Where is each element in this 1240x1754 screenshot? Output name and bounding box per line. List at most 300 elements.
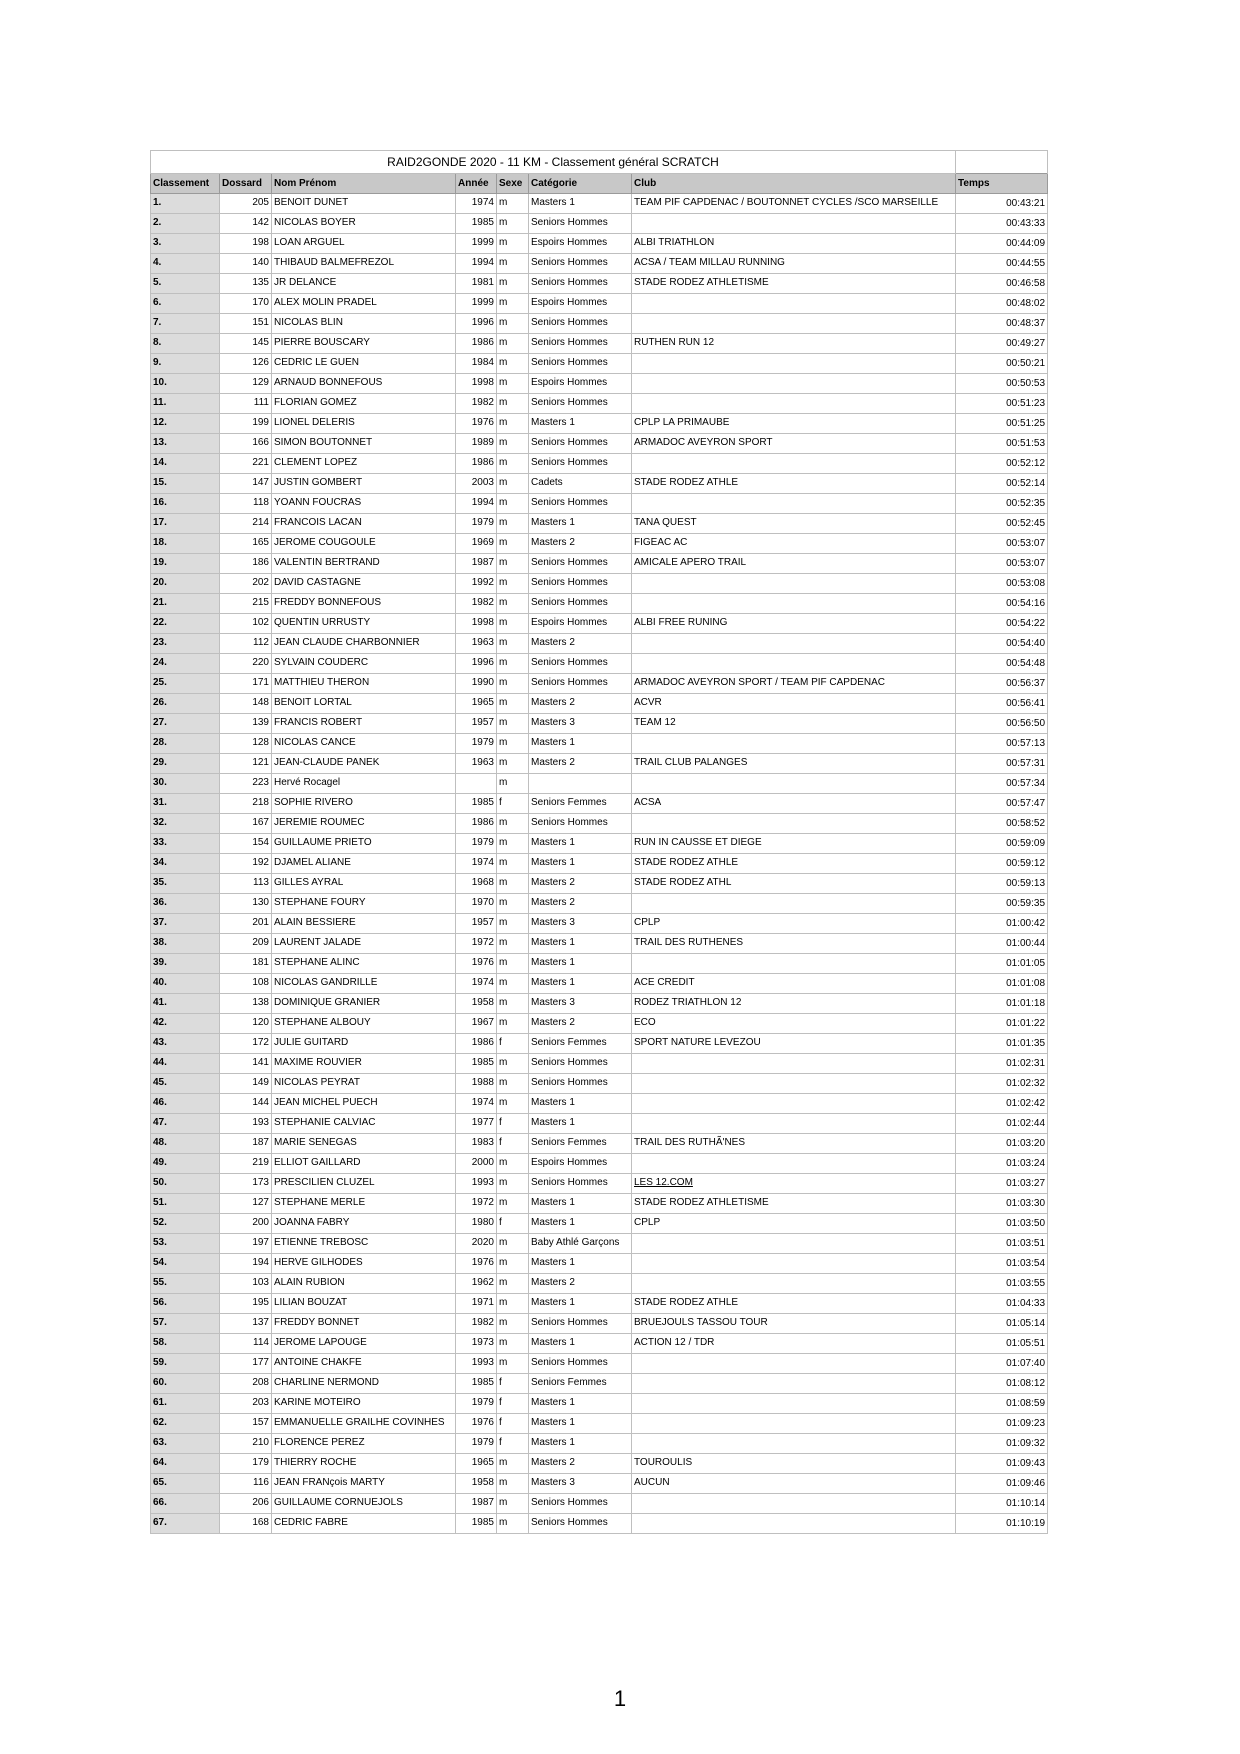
rank-cell: 15. <box>151 474 220 494</box>
rank-cell: 25. <box>151 674 220 694</box>
category-cell: Masters 1 <box>529 514 632 534</box>
time-cell: 01:03:51 <box>956 1234 1048 1254</box>
sex-cell: m <box>497 274 529 294</box>
time-cell: 01:03:20 <box>956 1134 1048 1154</box>
year-cell: 1979 <box>456 834 497 854</box>
time-cell: 01:00:42 <box>956 914 1048 934</box>
bib-cell: 168 <box>220 1514 272 1534</box>
bib-cell: 215 <box>220 594 272 614</box>
club-cell <box>632 574 956 594</box>
bib-cell: 140 <box>220 254 272 274</box>
time-cell: 01:02:42 <box>956 1094 1048 1114</box>
time-cell: 00:46:58 <box>956 274 1048 294</box>
table-row <box>151 1134 1048 1154</box>
name-cell: CEDRIC FABRE <box>272 1514 456 1534</box>
table-row <box>151 194 1048 214</box>
bib-cell: 118 <box>220 494 272 514</box>
category-cell: Masters 1 <box>529 1114 632 1134</box>
bib-cell: 166 <box>220 434 272 454</box>
category-cell: Seniors Hommes <box>529 1074 632 1094</box>
bib-cell: 127 <box>220 1194 272 1214</box>
title-row <box>151 151 1048 174</box>
bib-cell: 187 <box>220 1134 272 1154</box>
time-cell: 00:59:12 <box>956 854 1048 874</box>
name-cell: FRANCIS ROBERT <box>272 714 456 734</box>
name-cell: DAVID CASTAGNE <box>272 574 456 594</box>
sex-cell: m <box>497 434 529 454</box>
time-cell: 01:03:27 <box>956 1174 1048 1194</box>
header-temps: Temps <box>956 174 1048 194</box>
bib-cell: 113 <box>220 874 272 894</box>
bib-cell: 201 <box>220 914 272 934</box>
bib-cell: 186 <box>220 554 272 574</box>
club-cell <box>632 634 956 654</box>
category-cell: Seniors Hommes <box>529 434 632 454</box>
rank-cell: 8. <box>151 334 220 354</box>
year-cell: 1976 <box>456 954 497 974</box>
rank-cell: 63. <box>151 1434 220 1454</box>
club-cell <box>632 354 956 374</box>
time-cell: 01:03:30 <box>956 1194 1048 1214</box>
year-cell: 1972 <box>456 1194 497 1214</box>
table-row <box>151 1074 1048 1094</box>
category-cell: Masters 1 <box>529 934 632 954</box>
club-cell <box>632 374 956 394</box>
name-cell: LILIAN BOUZAT <box>272 1294 456 1314</box>
time-cell: 01:03:55 <box>956 1274 1048 1294</box>
year-cell: 1985 <box>456 794 497 814</box>
sex-cell: m <box>497 314 529 334</box>
table-row <box>151 1214 1048 1234</box>
name-cell: Hervé Rocagel <box>272 774 456 794</box>
bib-cell: 126 <box>220 354 272 374</box>
rank-cell: 62. <box>151 1414 220 1434</box>
bib-cell: 219 <box>220 1154 272 1174</box>
rank-cell: 38. <box>151 934 220 954</box>
bib-cell: 167 <box>220 814 272 834</box>
category-cell: Seniors Hommes <box>529 314 632 334</box>
rank-cell: 22. <box>151 614 220 634</box>
time-cell: 01:03:24 <box>956 1154 1048 1174</box>
year-cell: 1973 <box>456 1334 497 1354</box>
bib-cell: 121 <box>220 754 272 774</box>
table-row <box>151 1174 1048 1194</box>
club-cell: ACTION 12 / TDR <box>632 1334 956 1354</box>
year-cell: 1984 <box>456 354 497 374</box>
sex-cell: m <box>497 194 529 214</box>
name-cell: ALAIN RUBION <box>272 1274 456 1294</box>
name-cell: HERVE GILHODES <box>272 1254 456 1274</box>
year-cell: 1963 <box>456 634 497 654</box>
time-cell: 01:10:14 <box>956 1494 1048 1514</box>
category-cell: Seniors Hommes <box>529 574 632 594</box>
sex-cell: f <box>497 1034 529 1054</box>
sex-cell: m <box>497 954 529 974</box>
sex-cell: f <box>497 1434 529 1454</box>
rank-cell: 36. <box>151 894 220 914</box>
year-cell: 1994 <box>456 254 497 274</box>
club-cell: ARMADOC AVEYRON SPORT / TEAM PIF CAPDENAC <box>632 674 956 694</box>
category-cell: Seniors Hommes <box>529 1514 632 1534</box>
club-cell <box>632 1094 956 1114</box>
category-cell: Seniors Hommes <box>529 394 632 414</box>
table-row <box>151 994 1048 1014</box>
club-cell <box>632 294 956 314</box>
sex-cell: m <box>497 1514 529 1534</box>
club-cell: ACVR <box>632 694 956 714</box>
name-cell: MAXIME ROUVIER <box>272 1054 456 1074</box>
name-cell: JEAN MICHEL PUECH <box>272 1094 456 1114</box>
name-cell: NICOLAS PEYRAT <box>272 1074 456 1094</box>
bib-cell: 148 <box>220 694 272 714</box>
sex-cell: m <box>497 374 529 394</box>
table-row <box>151 874 1048 894</box>
page-number: 1 <box>613 1686 627 1711</box>
category-cell: Seniors Hommes <box>529 1054 632 1074</box>
sex-cell: m <box>497 734 529 754</box>
table-row <box>151 1234 1048 1254</box>
category-cell: Masters 1 <box>529 1414 632 1434</box>
sex-cell: f <box>497 1394 529 1414</box>
bib-cell: 137 <box>220 1314 272 1334</box>
name-cell: BENOIT LORTAL <box>272 694 456 714</box>
club-cell: STADE RODEZ ATHLE <box>632 1294 956 1314</box>
name-cell: ARNAUD BONNEFOUS <box>272 374 456 394</box>
club-cell: TRAIL DES RUTHÃ'NES <box>632 1134 956 1154</box>
year-cell: 1974 <box>456 194 497 214</box>
results-sheet <box>150 150 1047 1534</box>
rank-cell: 13. <box>151 434 220 454</box>
rank-cell: 14. <box>151 454 220 474</box>
time-cell: 01:03:50 <box>956 1214 1048 1234</box>
club-cell <box>632 734 956 754</box>
sex-cell: f <box>497 1414 529 1434</box>
club-cell: ACSA / TEAM MILLAU RUNNING <box>632 254 956 274</box>
bib-cell: 142 <box>220 214 272 234</box>
club-cell <box>632 654 956 674</box>
category-cell: Masters 1 <box>529 1254 632 1274</box>
club-cell: RODEZ TRIATHLON 12 <box>632 994 956 1014</box>
rank-cell: 41. <box>151 994 220 1014</box>
sex-cell: m <box>497 674 529 694</box>
name-cell: FRANCOIS LACAN <box>272 514 456 534</box>
category-cell: Masters 1 <box>529 834 632 854</box>
rank-cell: 39. <box>151 954 220 974</box>
rank-cell: 2. <box>151 214 220 234</box>
time-cell: 01:04:33 <box>956 1294 1048 1314</box>
club-cell <box>632 1434 956 1454</box>
bib-cell: 206 <box>220 1494 272 1514</box>
sex-cell: m <box>497 974 529 994</box>
year-cell: 1986 <box>456 814 497 834</box>
category-cell: Masters 2 <box>529 1454 632 1474</box>
rank-cell: 42. <box>151 1014 220 1034</box>
table-row <box>151 774 1048 794</box>
sex-cell: m <box>497 414 529 434</box>
category-cell: Seniors Hommes <box>529 1494 632 1514</box>
club-cell <box>632 1074 956 1094</box>
rank-cell: 17. <box>151 514 220 534</box>
bib-cell: 218 <box>220 794 272 814</box>
table-row <box>151 674 1048 694</box>
bib-cell: 192 <box>220 854 272 874</box>
category-cell: Seniors Femmes <box>529 794 632 814</box>
time-cell: 01:07:40 <box>956 1354 1048 1374</box>
category-cell: Masters 2 <box>529 634 632 654</box>
rank-cell: 28. <box>151 734 220 754</box>
club-cell <box>632 1374 956 1394</box>
name-cell: GUILLAUME CORNUEJOLS <box>272 1494 456 1514</box>
rank-cell: 56. <box>151 1294 220 1314</box>
table-row <box>151 1494 1048 1514</box>
category-cell: Masters 2 <box>529 1274 632 1294</box>
sex-cell: m <box>497 1014 529 1034</box>
time-cell: 00:44:09 <box>956 234 1048 254</box>
year-cell: 1982 <box>456 394 497 414</box>
category-cell: Masters 3 <box>529 714 632 734</box>
year-cell: 1987 <box>456 554 497 574</box>
sex-cell: m <box>497 494 529 514</box>
bib-cell: 198 <box>220 234 272 254</box>
sex-cell: m <box>497 814 529 834</box>
bib-cell: 151 <box>220 314 272 334</box>
table-row <box>151 1294 1048 1314</box>
time-cell: 00:59:35 <box>956 894 1048 914</box>
club-cell <box>632 454 956 474</box>
table-row <box>151 1434 1048 1454</box>
club-cell <box>632 594 956 614</box>
rank-cell: 65. <box>151 1474 220 1494</box>
category-cell: Espoirs Hommes <box>529 614 632 634</box>
club-cell: STADE RODEZ ATHL <box>632 874 956 894</box>
bib-cell: 171 <box>220 674 272 694</box>
club-cell <box>632 774 956 794</box>
table-row <box>151 694 1048 714</box>
year-cell: 1970 <box>456 894 497 914</box>
category-cell: Masters 1 <box>529 1094 632 1114</box>
time-cell: 00:56:37 <box>956 674 1048 694</box>
bib-cell: 209 <box>220 934 272 954</box>
name-cell: THIERRY ROCHE <box>272 1454 456 1474</box>
category-cell: Seniors Hommes <box>529 454 632 474</box>
time-cell: 01:02:31 <box>956 1054 1048 1074</box>
category-cell: Seniors Hommes <box>529 354 632 374</box>
table-row <box>151 314 1048 334</box>
rank-cell: 10. <box>151 374 220 394</box>
year-cell: 1957 <box>456 714 497 734</box>
category-cell <box>529 774 632 794</box>
rank-cell: 23. <box>151 634 220 654</box>
rank-cell: 27. <box>151 714 220 734</box>
sex-cell: m <box>497 554 529 574</box>
name-cell: JUSTIN GOMBERT <box>272 474 456 494</box>
sex-cell: m <box>497 334 529 354</box>
time-cell: 00:48:37 <box>956 314 1048 334</box>
club-cell: TEAM PIF CAPDENAC / BOUTONNET CYCLES /SCO MARSEILLE <box>632 194 956 214</box>
table-row <box>151 574 1048 594</box>
table-row <box>151 1054 1048 1074</box>
sex-cell: m <box>497 894 529 914</box>
club-cell: RUN IN CAUSSE ET DIEGE <box>632 834 956 854</box>
club-cell: RUTHEN RUN 12 <box>632 334 956 354</box>
sex-cell: m <box>497 574 529 594</box>
sex-cell: m <box>497 354 529 374</box>
sex-cell: m <box>497 1254 529 1274</box>
year-cell: 1983 <box>456 1134 497 1154</box>
year-cell: 1993 <box>456 1354 497 1374</box>
time-cell: 00:52:14 <box>956 474 1048 494</box>
name-cell: ALAIN BESSIERE <box>272 914 456 934</box>
category-cell: Masters 2 <box>529 894 632 914</box>
time-cell: 00:50:21 <box>956 354 1048 374</box>
bib-cell: 108 <box>220 974 272 994</box>
sex-cell: m <box>497 594 529 614</box>
sex-cell: m <box>497 1054 529 1074</box>
year-cell: 1994 <box>456 494 497 514</box>
name-cell: LAURENT JALADE <box>272 934 456 954</box>
sex-cell: m <box>497 254 529 274</box>
sex-cell: m <box>497 474 529 494</box>
year-cell: 1979 <box>456 734 497 754</box>
time-cell: 01:08:12 <box>956 1374 1048 1394</box>
table-row <box>151 1154 1048 1174</box>
table-row <box>151 1414 1048 1434</box>
rank-cell: 50. <box>151 1174 220 1194</box>
sex-cell: m <box>497 234 529 254</box>
time-cell: 00:59:13 <box>956 874 1048 894</box>
name-cell: VALENTIN BERTRAND <box>272 554 456 574</box>
bib-cell: 179 <box>220 1454 272 1474</box>
rank-cell: 51. <box>151 1194 220 1214</box>
category-cell: Seniors Hommes <box>529 554 632 574</box>
bib-cell: 111 <box>220 394 272 414</box>
bib-cell: 214 <box>220 514 272 534</box>
year-cell: 1963 <box>456 754 497 774</box>
time-cell: 00:43:33 <box>956 214 1048 234</box>
table-title: RAID2GONDE 2020 - 11 KM - Classement général SCRATCH <box>151 151 956 174</box>
sex-cell: m <box>497 1454 529 1474</box>
name-cell: JEREMIE ROUMEC <box>272 814 456 834</box>
club-cell <box>632 1234 956 1254</box>
sex-cell: m <box>497 1094 529 1114</box>
time-cell: 01:08:59 <box>956 1394 1048 1414</box>
rank-cell: 33. <box>151 834 220 854</box>
rank-cell: 24. <box>151 654 220 674</box>
club-cell: STADE RODEZ ATHLETISME <box>632 1194 956 1214</box>
club-cell: CPLP LA PRIMAUBE <box>632 414 956 434</box>
table-row <box>151 434 1048 454</box>
time-cell: 01:09:46 <box>956 1474 1048 1494</box>
bib-cell: 220 <box>220 654 272 674</box>
rank-cell: 3. <box>151 234 220 254</box>
time-cell: 00:57:13 <box>956 734 1048 754</box>
category-cell: Masters 1 <box>529 1294 632 1314</box>
sex-cell: m <box>497 854 529 874</box>
table-row <box>151 814 1048 834</box>
category-cell: Espoirs Hommes <box>529 1154 632 1174</box>
category-cell: Masters 2 <box>529 694 632 714</box>
sex-cell: m <box>497 914 529 934</box>
table-row <box>151 1454 1048 1474</box>
category-cell: Masters 1 <box>529 1434 632 1454</box>
table-row <box>151 334 1048 354</box>
name-cell: ALEX MOLIN PRADEL <box>272 294 456 314</box>
table-row <box>151 1334 1048 1354</box>
name-cell: DOMINIQUE GRANIER <box>272 994 456 1014</box>
rank-cell: 64. <box>151 1454 220 1474</box>
club-cell: ACE CREDIT <box>632 974 956 994</box>
rank-cell: 47. <box>151 1114 220 1134</box>
time-cell: 01:03:54 <box>956 1254 1048 1274</box>
table-row <box>151 954 1048 974</box>
time-cell: 01:05:51 <box>956 1334 1048 1354</box>
rank-cell: 37. <box>151 914 220 934</box>
club-cell <box>632 214 956 234</box>
time-cell: 01:01:05 <box>956 954 1048 974</box>
year-cell: 1976 <box>456 1414 497 1434</box>
bib-cell: 112 <box>220 634 272 654</box>
year-cell: 1958 <box>456 1474 497 1494</box>
title-row-spacer <box>956 151 1048 174</box>
table-row <box>151 494 1048 514</box>
category-cell: Masters 1 <box>529 854 632 874</box>
bib-cell: 194 <box>220 1254 272 1274</box>
table-row <box>151 354 1048 374</box>
table-row <box>151 414 1048 434</box>
bib-cell: 157 <box>220 1414 272 1434</box>
club-cell: ACSA <box>632 794 956 814</box>
rank-cell: 59. <box>151 1354 220 1374</box>
club-cell: BRUEJOULS TASSOU TOUR <box>632 1314 956 1334</box>
category-cell: Seniors Femmes <box>529 1034 632 1054</box>
time-cell: 00:57:34 <box>956 774 1048 794</box>
results-table <box>150 150 1048 1534</box>
table-row <box>151 614 1048 634</box>
sex-cell: m <box>497 1494 529 1514</box>
category-cell: Espoirs Hommes <box>529 374 632 394</box>
sex-cell: m <box>497 1474 529 1494</box>
table-row <box>151 1374 1048 1394</box>
table-row <box>151 1194 1048 1214</box>
club-cell <box>632 954 956 974</box>
year-cell: 1990 <box>456 674 497 694</box>
bib-cell: 221 <box>220 454 272 474</box>
bib-cell: 103 <box>220 1274 272 1294</box>
time-cell: 01:01:08 <box>956 974 1048 994</box>
year-cell: 1992 <box>456 574 497 594</box>
rank-cell: 52. <box>151 1214 220 1234</box>
table-row <box>151 854 1048 874</box>
category-cell: Masters 3 <box>529 994 632 1014</box>
name-cell: NICOLAS CANCE <box>272 734 456 754</box>
name-cell: YOANN FOUCRAS <box>272 494 456 514</box>
club-cell <box>632 394 956 414</box>
year-cell: 2003 <box>456 474 497 494</box>
table-row <box>151 1514 1048 1534</box>
header-annee: Année <box>456 174 497 194</box>
year-cell: 1988 <box>456 1074 497 1094</box>
sex-cell: m <box>497 394 529 414</box>
year-cell: 1981 <box>456 274 497 294</box>
club-cell <box>632 1514 956 1534</box>
rank-cell: 45. <box>151 1074 220 1094</box>
club-cell <box>632 314 956 334</box>
name-cell: CEDRIC LE GUEN <box>272 354 456 374</box>
year-cell <box>456 774 497 794</box>
club-cell: AMICALE APERO TRAIL <box>632 554 956 574</box>
table-row <box>151 734 1048 754</box>
rank-cell: 11. <box>151 394 220 414</box>
